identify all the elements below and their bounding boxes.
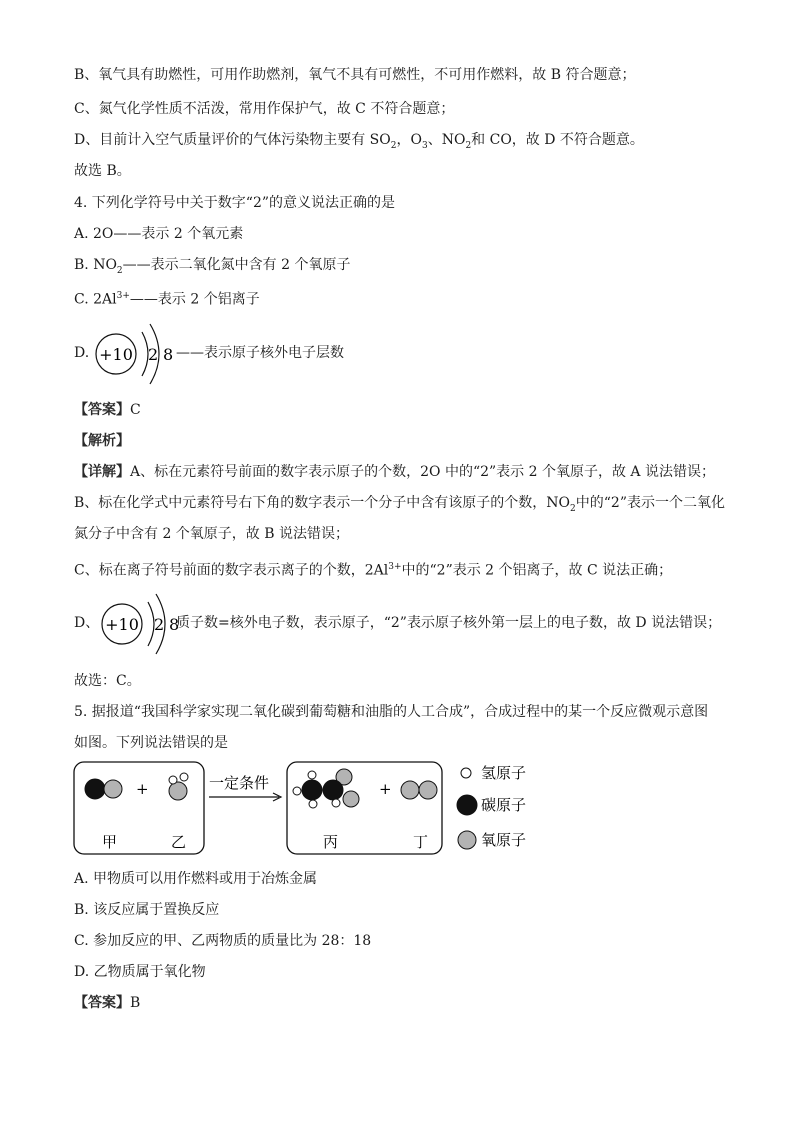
reaction-condition: 一定条件 (209, 774, 270, 792)
detail-b (74, 494, 725, 518)
answer-tag: 【答案】 (74, 402, 130, 418)
detail-a (74, 463, 715, 481)
subscript: 2 (570, 503, 576, 514)
shell-1-count: 2 (148, 345, 159, 364)
detail-d-text: 质子数=核外电子数，表示原子，“2”表示原子核外第一层上的电子数，故 D 说法错误； (176, 615, 722, 631)
plus-sign: + (379, 780, 392, 798)
q4-option-d-label: D. (74, 345, 90, 361)
superscript: 3+ (388, 562, 402, 572)
text: ——表示 2 个铝离子 (129, 291, 260, 308)
legend-carbon: 碳原子 (481, 796, 527, 814)
text: 和 CO，故 D 不符合题意。 (471, 132, 644, 148)
hydrogen-atom (309, 800, 317, 808)
choose-b: 故选 B。 (74, 163, 131, 179)
analysis-tag: 【解析】 (74, 433, 130, 449)
subscript: 2 (390, 140, 397, 151)
q4-option-b (74, 256, 350, 280)
question-5: 5. 据报道“我国科学家实现二氧化碳到葡萄糖和油脂的人工合成”，合成过程中的某一个反应微观示意图 (74, 704, 709, 720)
carbon-atom (302, 780, 322, 800)
option-c-explanation: C、氮气化学性质不活泼，常用作保护气，故 C 不符合题意； (74, 101, 455, 117)
analysis-heading (74, 432, 130, 450)
choose-c: 故选：C。 (74, 673, 141, 689)
superscript: 3+ (116, 291, 130, 301)
reaction-diagram (72, 757, 552, 859)
shell-2-count: 8 (163, 345, 174, 364)
plus-sign: + (136, 780, 149, 798)
hydrogen-atom (293, 787, 301, 795)
oxygen-atom (104, 780, 122, 798)
q5-option-c: C. 参加反应的甲、乙两物质的质量比为 28：18 (74, 933, 372, 949)
detail-d-label: D、 (74, 615, 100, 631)
label-yi: 乙 (171, 833, 187, 851)
question-4: 4. 下列化学符号中关于数字“2”的意义说法正确的是 (74, 195, 396, 211)
oxygen-atom (169, 782, 187, 800)
text: C. 2Al (74, 291, 117, 308)
answer-value: B (130, 995, 141, 1011)
text: A、标在元素符号前面的数字表示原子的个数，2O 中的“2”表示 2 个氧原子，故 A 说法错误； (130, 464, 715, 480)
detail-b-cont: 氮分子中含有 2 个氧原子，故 B 说法错误； (74, 526, 349, 542)
option-d-explanation (74, 131, 644, 155)
question-5-cont: 如图。下列说法错误的是 (74, 735, 228, 751)
q5-option-a: A. 甲物质可以用作燃料或用于冶炼金属 (74, 871, 318, 887)
carbon-atom (323, 780, 343, 800)
detail-tag: 【详解】 (74, 464, 130, 480)
legend-hydrogen: 氢原子 (481, 764, 527, 782)
legend-oxygen: 氧原子 (481, 831, 527, 849)
subscript: 3 (421, 140, 428, 151)
subscript: 2 (465, 140, 472, 151)
shell-2-count: 8 (169, 615, 180, 634)
q5-option-b: B. 该反应属于置换反应 (74, 902, 220, 918)
label-ding: 丁 (413, 833, 429, 851)
legend-oxygen-icon (458, 831, 476, 849)
q4-option-a: A. 2O——表示 2 个氧元素 (74, 226, 244, 242)
shell-1-count: 2 (154, 615, 165, 634)
answer-tag: 【答案】 (74, 995, 130, 1011)
atom-structure-diagram (90, 318, 180, 390)
detail-c (74, 558, 672, 580)
q5-option-d: D. 乙物质属于氧化物 (74, 964, 206, 980)
text: D、目前计入空气质量评价的气体污染物主要有 SO (74, 132, 391, 148)
oxygen-atom (401, 781, 419, 799)
answer-value: C (130, 402, 141, 418)
hydrogen-atom (180, 773, 188, 781)
nucleus-charge: +10 (99, 345, 133, 364)
hydrogen-atom (332, 799, 340, 807)
label-jia: 甲 (102, 833, 118, 851)
text: C、标在离子符号前面的数字表示离子的个数，2Al (74, 562, 389, 579)
q4-option-c (74, 287, 260, 309)
hydrogen-atom (308, 771, 316, 779)
option-b-explanation: B、氧气具有助燃性，可用作助燃剂，氧气不具有可燃性，不可用作燃料，故 B 符合题意； (74, 67, 636, 83)
oxygen-atom (419, 781, 437, 799)
atom-structure-diagram-2 (96, 588, 186, 660)
q4-option-d-text: ——表示原子核外电子层数 (176, 345, 344, 361)
nucleus-charge: +10 (105, 615, 139, 634)
legend-hydrogen-icon (461, 768, 471, 778)
answer-4 (74, 401, 141, 419)
carbon-atom (85, 779, 105, 799)
text: 、NO (427, 132, 466, 148)
subscript: 2 (116, 265, 123, 276)
text: ，O (396, 132, 422, 148)
text: B、标在化学式中元素符号右下角的数字表示一个分子中含有该原子的个数，NO (74, 495, 571, 511)
text: 中的“2”表示 2 个铝离子，故 C 说法正确； (401, 562, 673, 579)
text: 中的“2”表示一个二氧化 (575, 495, 725, 511)
oxygen-atom (343, 791, 359, 807)
answer-5 (74, 994, 140, 1012)
text: B. NO (74, 257, 117, 273)
legend-carbon-icon (457, 795, 477, 815)
text: ——表示二氧化氮中含有 2 个氧原子 (122, 257, 351, 273)
hydrogen-atom (169, 776, 177, 784)
label-bing: 丙 (323, 833, 339, 851)
